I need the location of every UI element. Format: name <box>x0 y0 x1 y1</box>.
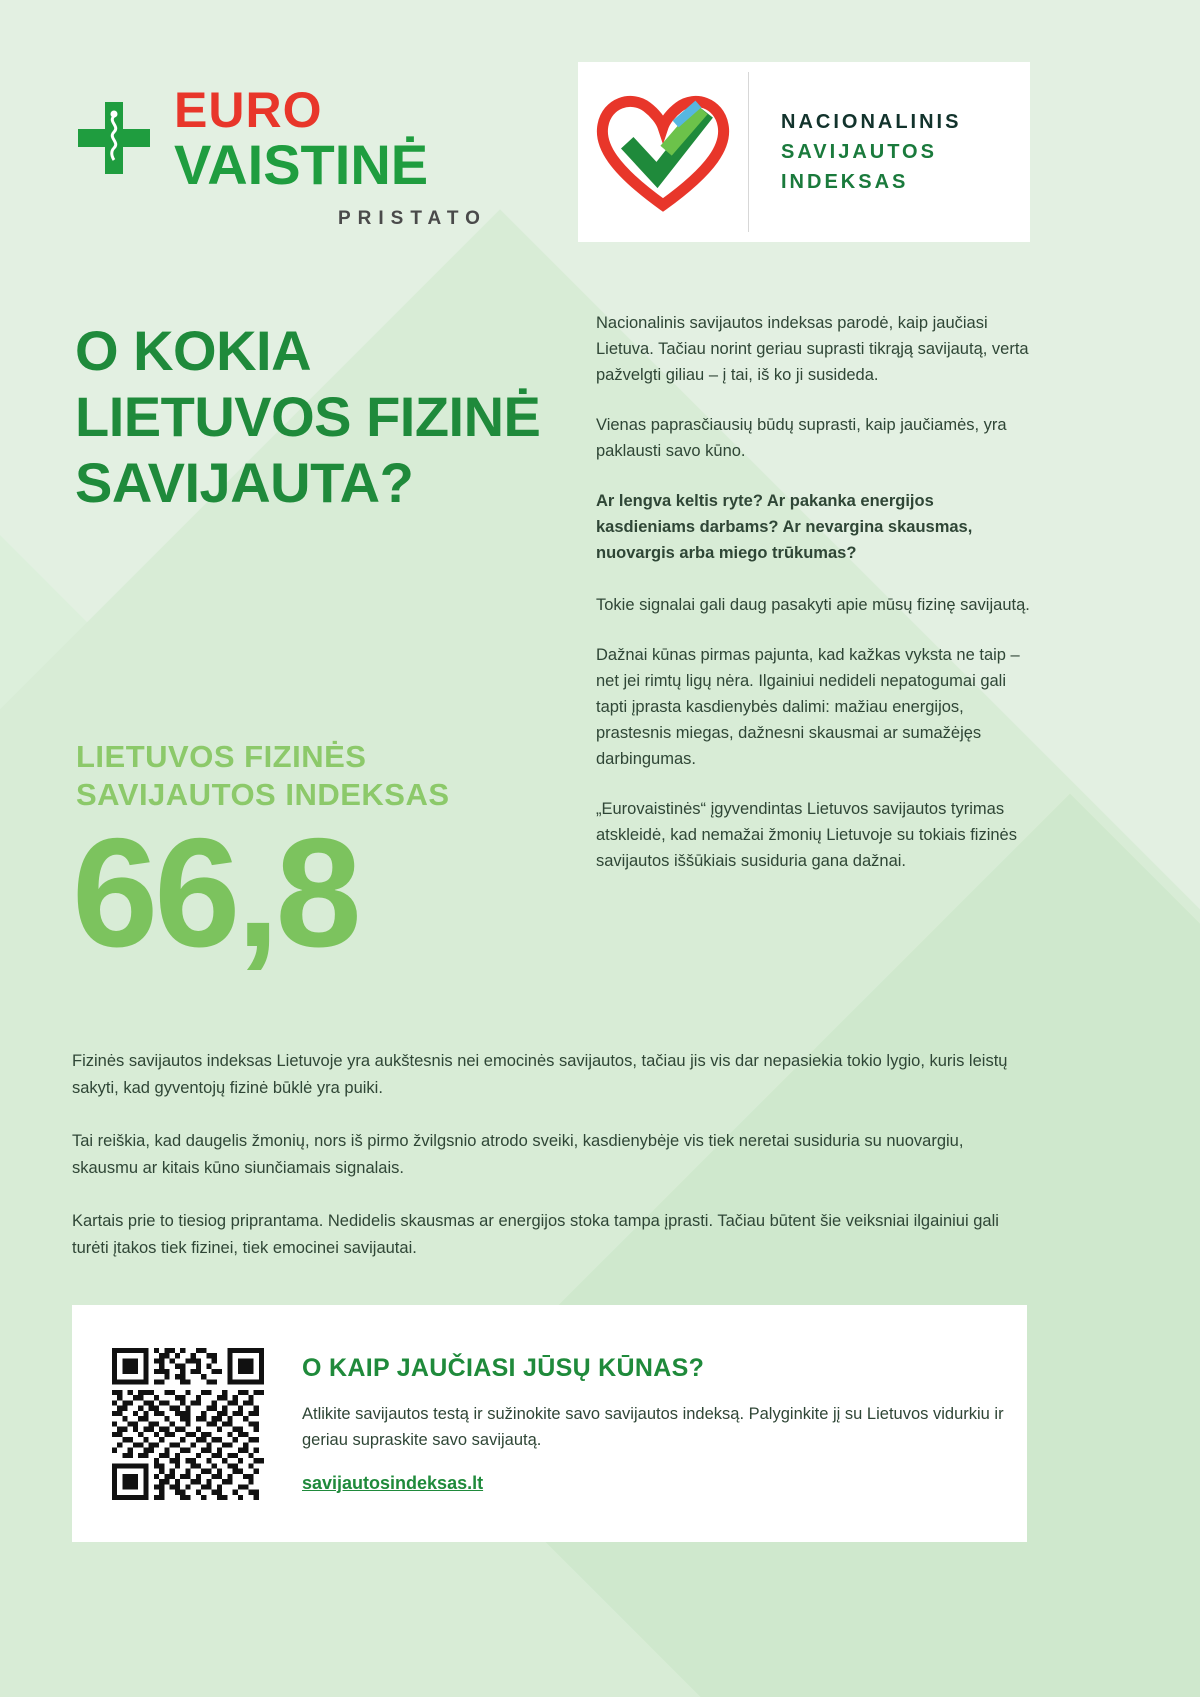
bottom-paragraph-1: Fizinės savijautos indeksas Lietuvoje yra aukštesnis nei emocinės savijautos, tačiau jis vis dar nepasiekia tokio lygio, kuris leistų sakyti, kad gyventojų fizinė būklė yra puiki. <box>72 1052 1008 1097</box>
cta-website-link[interactable]: savijautosindeksas.lt <box>302 1472 484 1493</box>
right-paragraph-2: Vienas paprasčiausių būdų suprasti, kaip jaučiamės, yra paklausti savo kūno. <box>596 416 1007 460</box>
cta-description: Atlikite savijautos testą ir sužinokite savo savijautos indeksą. Palyginkite jį su Lietuvos vidurkiu ir geriau supraskite savo savijautą. <box>302 1404 1004 1449</box>
logo-euro-text: EURO <box>174 82 323 138</box>
nacionalinis-savijautos-indeksas-logo <box>578 62 1030 242</box>
nsi-line-1: NACIONALINIS <box>781 111 962 133</box>
cta-box <box>72 1305 1027 1542</box>
bottom-paragraph-2: Tai reiškia, kad daugelis žmonių, nors iš pirmo žvilgsnio atrodo sveiki, kasdienybėje vis tiek neretai susiduria su nuovargiu, skausmu ar kitais kūno siunčiamais signalais. <box>72 1132 964 1177</box>
index-value: 66,8 <box>72 806 358 979</box>
nsi-line-3: INDEKSAS <box>781 171 909 193</box>
header <box>0 62 1200 262</box>
nsi-line-2: SAVIJAUTOS <box>781 141 937 163</box>
qr-code-icon[interactable] <box>112 1348 264 1500</box>
right-paragraph-5: Dažnai kūnas pirmas pajunta, kad kažkas vyksta ne taip – net jei rimtų ligų nėra. Ilgainiui nedideli nepatogumai gali tapti įprasta kasdienybės dalimi: mažiau energijos, prastesnis miegas, dažnesni skausmai ar sumažėjęs darbingumas. <box>596 646 1020 768</box>
index-label: LIETUVOS FIZINĖS SAVIJAUTOS INDEKSAS <box>76 739 450 812</box>
right-paragraph-6: „Eurovaistinės“ įgyvendintas Lietuvos savijautos tyrimas atskleidė, kad nemažai žmonių Lietuvoje su tokiais fizinės savijautos iššūkiais susiduria gana dažnai. <box>596 800 1017 870</box>
logo-vaistine-text: VAISTINĖ <box>174 133 429 196</box>
bottom-paragraph-3: Kartais prie to tiesiog priprantama. Nedidelis skausmas ar energijos stoka tampa įprasti. Tačiau būtent šie veiksniai ilgainiui gali turėti įtakos tiek fizinei, tiek emocinei savijautai. <box>72 1212 999 1257</box>
right-paragraph-1: Nacionalinis savijautos indeksas parodė, kaip jaučiasi Lietuva. Tačiau norint geriau suprasti tikrąją savijautą, verta pažvelgti giliau – į tai, iš ko ji susideda. <box>596 314 1029 384</box>
page-title: O KOKIA LIETUVOS FIZINĖ SAVIJAUTA? <box>75 319 541 514</box>
heart-check-icon <box>578 72 749 232</box>
medical-cross-icon <box>78 102 150 174</box>
logo-pristato-text: PRISTATO <box>338 208 487 229</box>
right-column-text <box>596 310 1036 898</box>
cta-title: O KAIP JAUČIASI JŪSŲ KŪNAS? <box>302 1353 705 1382</box>
bottom-text-block <box>72 1048 1032 1288</box>
right-paragraph-questions: Ar lengva keltis ryte? Ar pakanka energijos kasdieniams darbams? Ar nevargina skausmas, nuovargis arba miego trūkumas? <box>596 492 973 562</box>
eurovaistine-logo <box>78 84 538 230</box>
right-paragraph-4: Tokie signalai gali daug pasakyti apie mūsų fizinę savijautą. <box>596 596 1030 614</box>
